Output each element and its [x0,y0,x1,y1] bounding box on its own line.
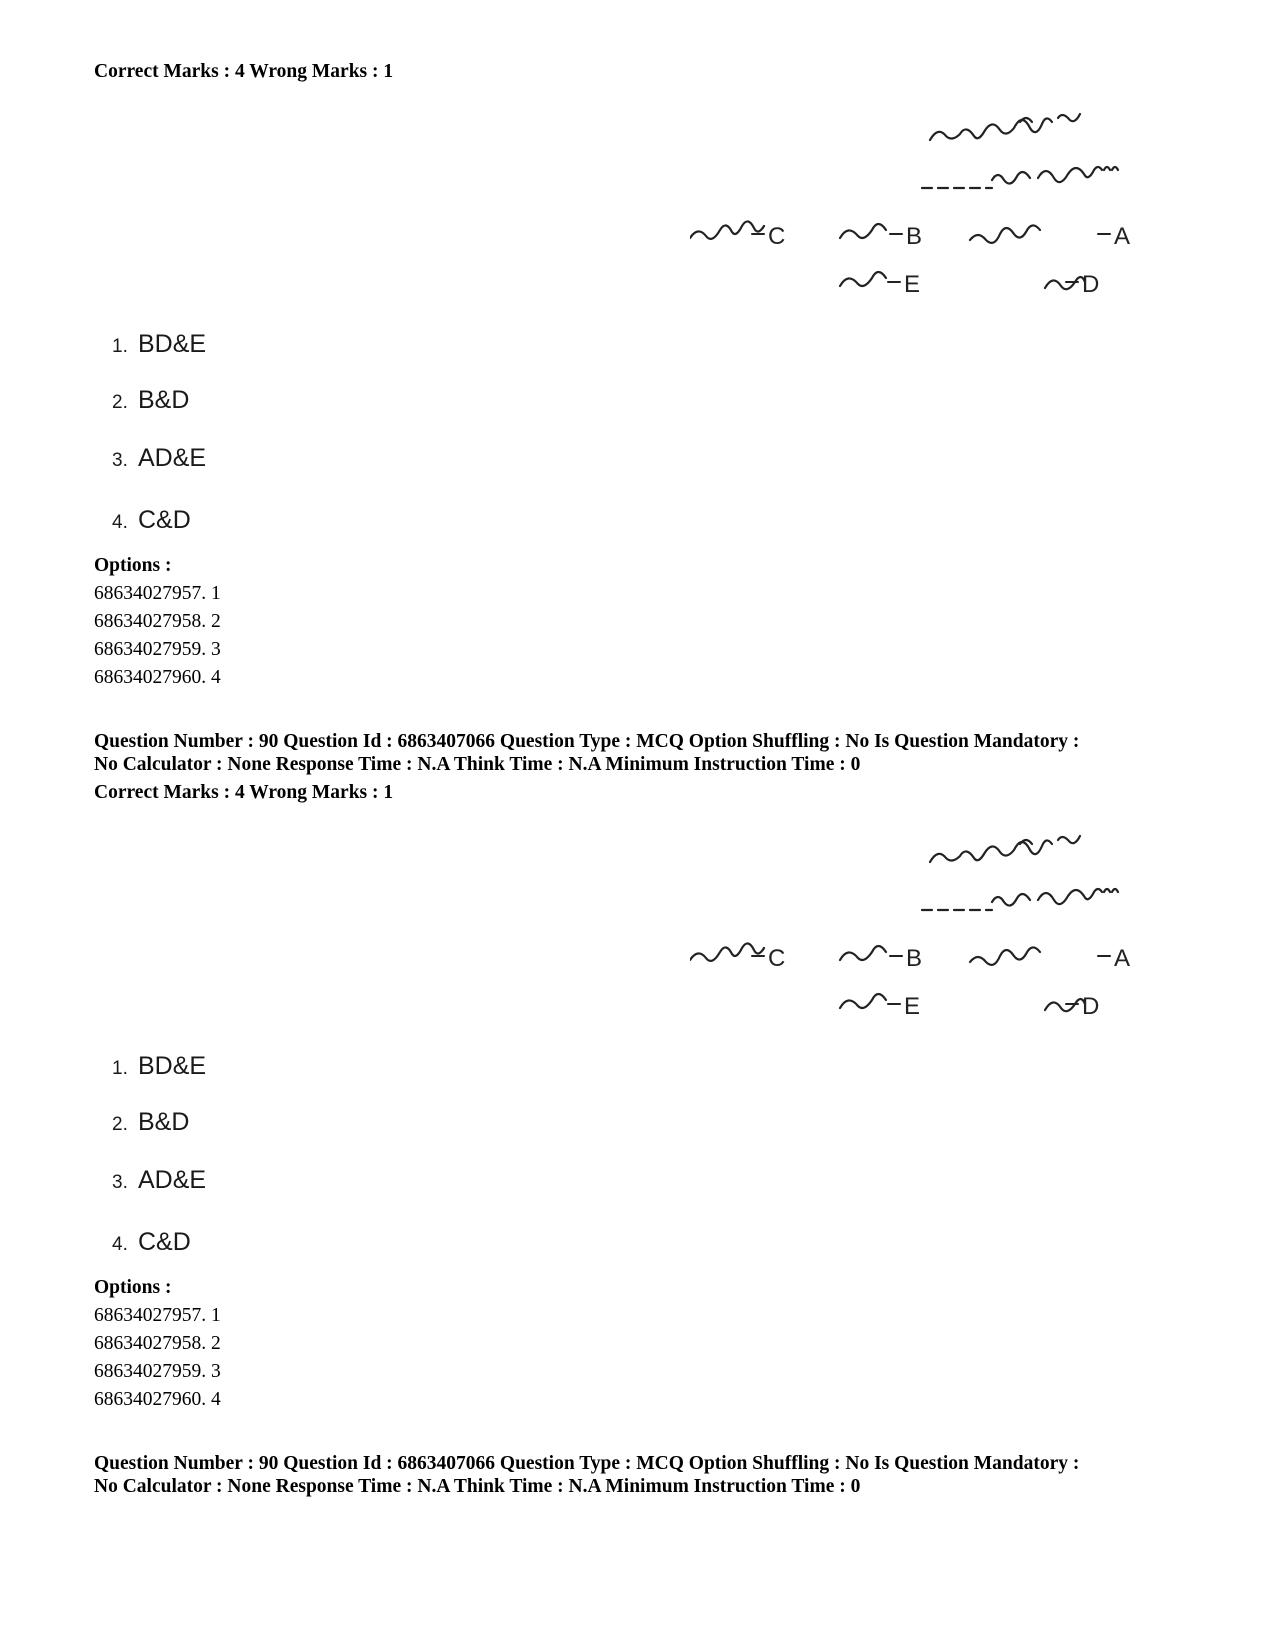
choice-number: 2. [112,392,128,413]
question-header-line-2: No Calculator : None Response Time : N.A Think Time : N.A Minimum Instruction Time : 0 [94,1476,861,1497]
choice-4 [112,506,191,535]
choice-1 [112,1052,206,1081]
svg-text:B: B [906,223,923,250]
choice-text: B&D [138,386,190,414]
svg-text:A: A [1114,945,1131,972]
choice-3 [112,444,206,473]
choice-number: 3. [112,1172,128,1193]
question-header-line-1: Question Number : 90 Question Id : 6863407066 Question Type : MCQ Option Shuffling : No Is Question Mandatory : [94,1453,1080,1474]
svg-text:E: E [904,993,921,1020]
choice-number: 3. [112,450,128,471]
question-header-line-1: Question Number : 90 Question Id : 6863407066 Question Type : MCQ Option Shuffling : No Is Question Mandatory : [94,731,1080,752]
svg-text:C: C [768,945,786,972]
option-id: 68634027960. 4 [94,667,221,688]
choice-2 [112,386,189,415]
choice-4 [112,1228,191,1257]
option-id: 68634027959. 3 [94,639,221,660]
option-id: 68634027960. 4 [94,1389,221,1410]
choice-text: C&D [138,1228,191,1256]
urdu-question-image-icon [690,822,1150,1032]
svg-text:E: E [904,271,921,298]
options-label: Options : [94,555,172,576]
choice-number: 2. [112,1114,128,1135]
svg-text:C: C [768,223,786,250]
options-label: Options : [94,1277,172,1298]
svg-text:B: B [906,945,923,972]
svg-text:D: D [1082,271,1100,298]
option-id: 68634027957. 1 [94,1305,221,1326]
urdu-question-image-icon [690,100,1150,310]
marks-line: Correct Marks : 4 Wrong Marks : 1 [94,782,394,803]
choice-2 [112,1108,189,1137]
question-header-line-2: No Calculator : None Response Time : N.A Think Time : N.A Minimum Instruction Time : 0 [94,754,861,775]
choice-number: 1. [112,1058,128,1079]
option-id: 68634027958. 2 [94,611,221,632]
choice-text: BD&E [138,1052,207,1080]
choice-text: AD&E [138,1166,207,1194]
choice-number: 4. [112,1234,128,1255]
option-id: 68634027957. 1 [94,583,221,604]
marks-line: Correct Marks : 4 Wrong Marks : 1 [94,61,394,82]
choice-3 [112,1166,206,1195]
svg-text:A: A [1114,223,1131,250]
choice-text: AD&E [138,444,207,472]
choice-1 [112,330,206,359]
choice-text: C&D [138,506,191,534]
choice-number: 4. [112,512,128,533]
option-id: 68634027959. 3 [94,1361,221,1382]
choice-number: 1. [112,336,128,357]
option-id: 68634027958. 2 [94,1333,221,1354]
svg-text:D: D [1082,993,1100,1020]
choice-text: BD&E [138,330,207,358]
choice-text: B&D [138,1108,190,1136]
